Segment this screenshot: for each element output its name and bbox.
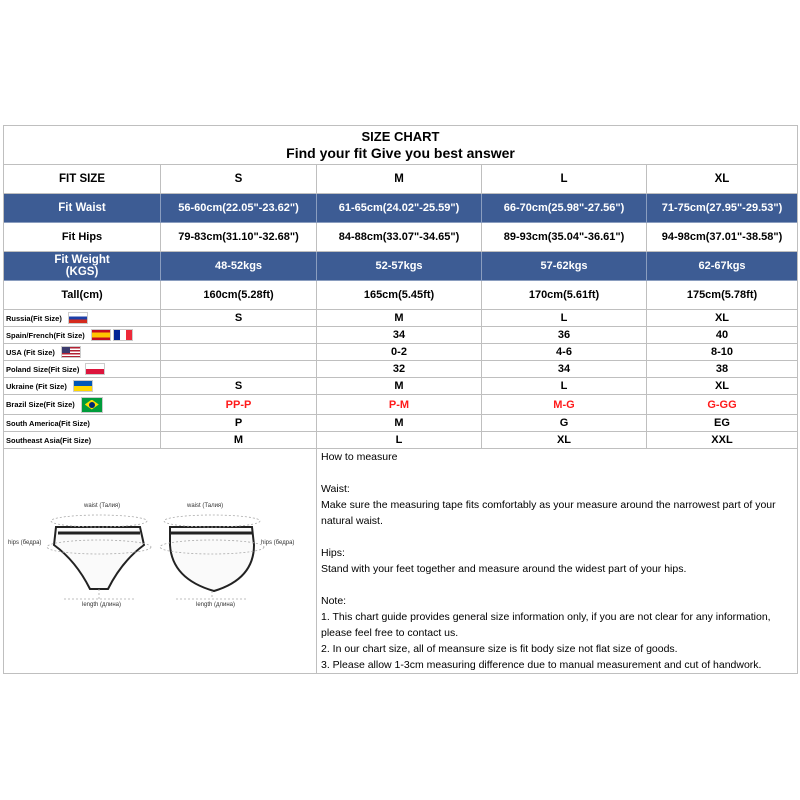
- row-label: [4, 310, 161, 327]
- russia-flag-icon: [68, 312, 88, 324]
- row-label-text: Spain/French(Fit Size): [6, 330, 85, 340]
- table-cell: EG: [647, 415, 797, 432]
- table-cell: 56-60cm(22.05"-23.62"): [161, 194, 317, 223]
- table-cell: 175cm(5.78ft): [647, 281, 797, 310]
- table-cell: 170cm(5.61ft): [482, 281, 647, 310]
- south-america-row: [4, 415, 797, 432]
- table-cell: M-G: [482, 395, 647, 415]
- table-cell: 4-6: [482, 344, 647, 361]
- table-cell: 89-93cm(35.04"-36.61"): [482, 223, 647, 252]
- header-cell-m: M: [317, 165, 482, 194]
- table-cell: 61-65cm(24.02"-25.59"): [317, 194, 482, 223]
- table-cell: [161, 361, 317, 378]
- header-row: [4, 165, 797, 194]
- poland-row: [4, 361, 797, 378]
- table-cell: S: [161, 310, 317, 327]
- table-cell: 160cm(5.28ft): [161, 281, 317, 310]
- header-cell: FIT SIZE: [4, 165, 161, 194]
- waist-title: Waist:: [321, 483, 350, 495]
- hips-title: Hips:: [321, 547, 345, 559]
- row-label-text: South America(Fit Size): [6, 418, 90, 428]
- header-cell-xl: XL: [647, 165, 797, 194]
- table-cell: 52-57kgs: [317, 252, 482, 281]
- row-label-text: USA (Fit Size): [6, 347, 55, 357]
- note-title: Note:: [321, 595, 347, 607]
- table-cell: 34: [482, 361, 647, 378]
- measure-section: [4, 449, 797, 673]
- spain-flag-icon: [91, 329, 111, 341]
- table-cell: G-GG: [647, 395, 797, 415]
- table-cell: 165cm(5.45ft): [317, 281, 482, 310]
- how-to-measure-heading: How to measure: [321, 451, 398, 463]
- table-cell: 79-83cm(31.10"-32.68"): [161, 223, 317, 252]
- row-label: [4, 344, 161, 361]
- table-cell: M: [317, 415, 482, 432]
- france-flag-icon: [113, 329, 133, 341]
- fit-weight-row: [4, 252, 797, 281]
- table-cell: XL: [647, 310, 797, 327]
- usa-flag-icon: [61, 346, 81, 358]
- ukraine-flag-icon: [73, 380, 93, 392]
- waist-text: Make sure the measuring tape fits comfortably as your measure around the narrowest part of your natural waist.: [321, 499, 776, 527]
- table-cell: 57-62kgs: [482, 252, 647, 281]
- table-cell: G: [482, 415, 647, 432]
- row-label-text: Ukraine (Fit Size): [6, 381, 67, 391]
- table-cell: S: [161, 378, 317, 395]
- brazil-flag-icon: [81, 397, 103, 413]
- table-cell: PP-P: [161, 395, 317, 415]
- fit-waist-row: [4, 194, 797, 223]
- brazil-row: [4, 395, 797, 415]
- table-cell: 66-70cm(25.98"-27.56"): [482, 194, 647, 223]
- hips-label-left: hips (бедра): [8, 540, 42, 546]
- ukraine-row: [4, 378, 797, 395]
- table-cell: 32: [317, 361, 482, 378]
- hips-label-right: hips (бедра): [261, 540, 295, 546]
- note-2: 2. In our chart size, all of meansure size is fit body size not flat size of goods.: [321, 643, 678, 655]
- table-cell: 84-88cm(33.07"-34.65"): [317, 223, 482, 252]
- table-cell: L: [482, 378, 647, 395]
- table-cell: 40: [647, 327, 797, 344]
- table-cell: 38: [647, 361, 797, 378]
- header-cell-l: L: [482, 165, 647, 194]
- poland-flag-icon: [85, 363, 105, 375]
- length-label-right: length (длина): [196, 602, 236, 608]
- table-cell: 71-75cm(27.95"-29.53"): [647, 194, 797, 223]
- measurement-diagram: [4, 449, 317, 673]
- fit-hips-row: [4, 223, 797, 252]
- row-label: Fit Waist: [4, 194, 161, 223]
- row-label-text: Poland Size(Fit Size): [6, 364, 80, 374]
- tall-row: [4, 281, 797, 310]
- table-cell: P-M: [317, 395, 482, 415]
- table-cell: P: [161, 415, 317, 432]
- row-label: Tall(cm): [4, 281, 161, 310]
- row-label-line1: Fit Weight: [54, 254, 110, 266]
- chart-subtitle: Find your fit Give you best answer: [286, 144, 515, 161]
- measure-instructions: [317, 449, 797, 673]
- table-cell: 62-67kgs: [647, 252, 797, 281]
- length-label-left: length (длина): [82, 602, 122, 608]
- row-label: [4, 432, 161, 449]
- note-3: 3. Please allow 1-3cm measuring difference due to manual measurement and cut of handwork.: [321, 659, 762, 671]
- note-1: 1. This chart guide provides general size information only, if you are not clear for any information, please feel free to contact us.: [321, 611, 771, 639]
- row-label: [4, 378, 161, 395]
- header-cell-s: S: [161, 165, 317, 194]
- russia-row: [4, 310, 797, 327]
- row-label: [4, 395, 161, 415]
- table-cell: M: [317, 378, 482, 395]
- table-cell: 8-10: [647, 344, 797, 361]
- table-cell: XL: [647, 378, 797, 395]
- row-label-text: Southeast Asia(Fit Size): [6, 435, 92, 445]
- row-label: [4, 327, 161, 344]
- row-label: [4, 361, 161, 378]
- table-cell: 48-52kgs: [161, 252, 317, 281]
- table-cell: 0-2: [317, 344, 482, 361]
- table-cell: XL: [482, 432, 647, 449]
- row-label: [4, 252, 161, 281]
- table-cell: [161, 327, 317, 344]
- table-cell: L: [482, 310, 647, 327]
- table-cell: [161, 344, 317, 361]
- table-cell: L: [317, 432, 482, 449]
- chart-title-block: [4, 126, 797, 165]
- table-cell: 34: [317, 327, 482, 344]
- table-cell: XXL: [647, 432, 797, 449]
- usa-row: [4, 344, 797, 361]
- table-cell: 36: [482, 327, 647, 344]
- waist-label-right: waist (Талия): [187, 503, 224, 509]
- southeast-asia-row: [4, 432, 797, 449]
- row-label: [4, 415, 161, 432]
- table-cell: 94-98cm(37.01"-38.58"): [647, 223, 797, 252]
- row-label: Fit Hips: [4, 223, 161, 252]
- row-label-text: Brazil Size(Fit Size): [6, 400, 75, 409]
- table-cell: M: [161, 432, 317, 449]
- hips-text: Stand with your feet together and measure around the widest part of your hips.: [321, 563, 687, 575]
- table-cell: M: [317, 310, 482, 327]
- spain-france-row: [4, 327, 797, 344]
- row-label-line2: (KGS): [65, 266, 99, 278]
- waist-label-left: waist (Талия): [84, 503, 121, 509]
- chart-title: SIZE CHART: [361, 128, 440, 144]
- row-label-text: Russia(Fit Size): [6, 313, 62, 323]
- size-chart-table: [3, 125, 798, 674]
- underwear-diagram-icon: [4, 449, 316, 673]
